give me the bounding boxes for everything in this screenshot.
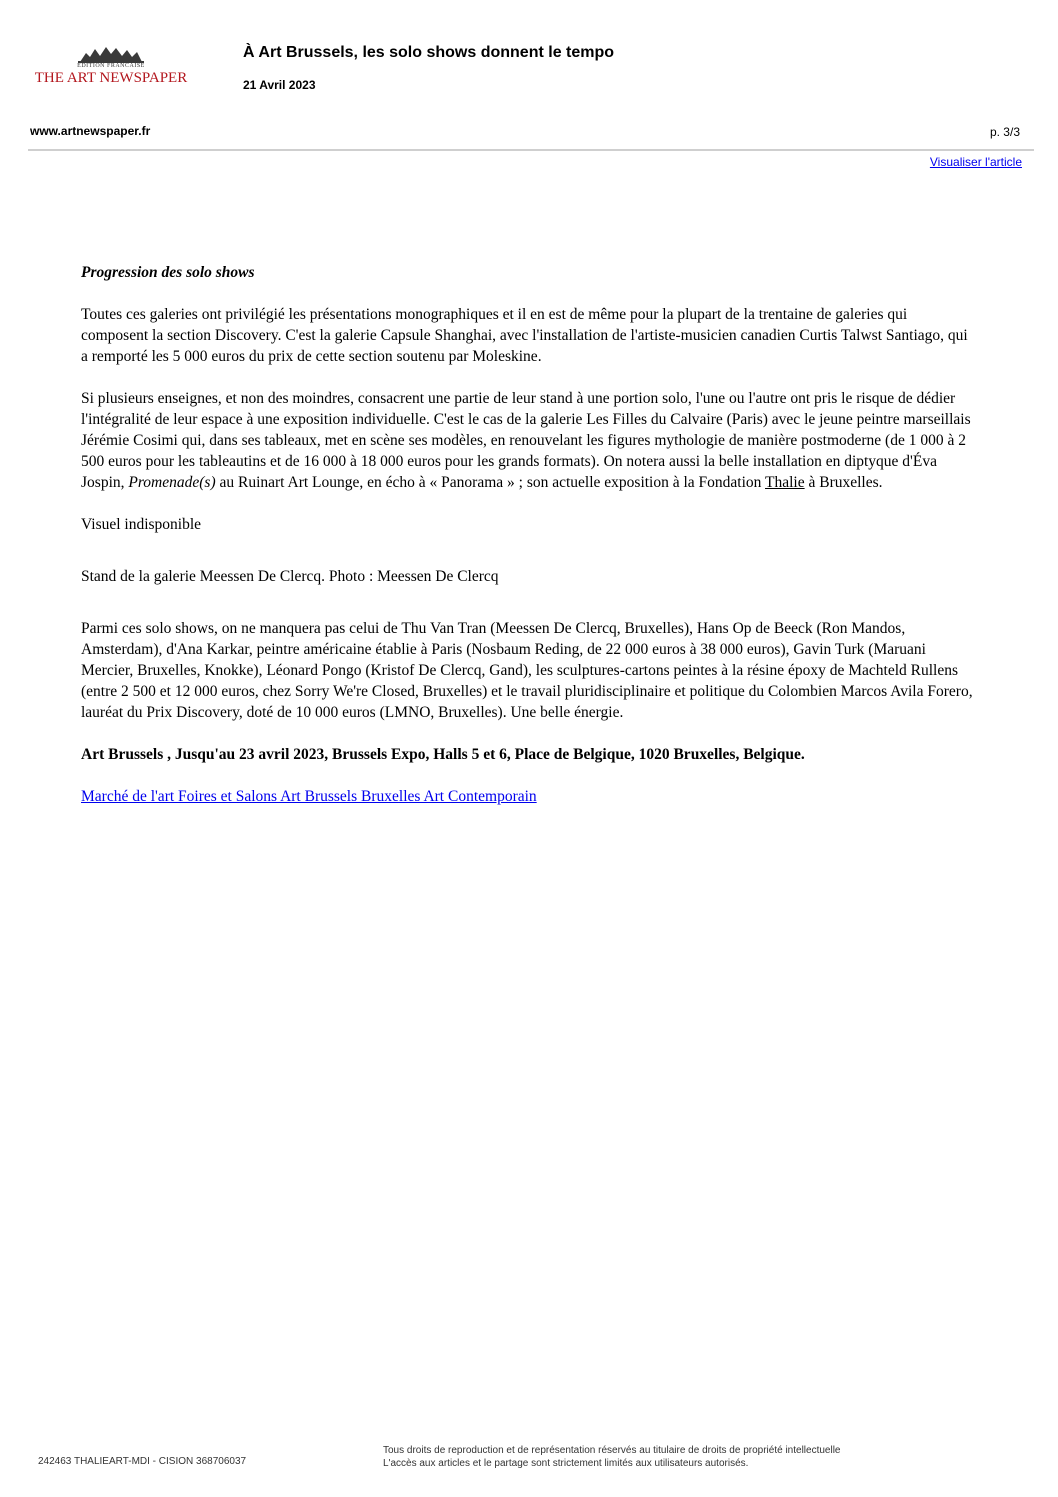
- logo-publication-name: THE ART NEWSPAPER: [34, 70, 188, 86]
- paragraph-text: à Bruxelles.: [804, 474, 883, 491]
- article-body: [81, 262, 977, 828]
- publication-logo: [30, 44, 192, 86]
- newspaper-emblem-icon: [76, 44, 146, 64]
- page-number: p. 3/3: [989, 125, 1020, 139]
- header-divider: [28, 149, 1034, 151]
- image-placeholder: Visuel indisponible: [81, 516, 202, 533]
- paragraph-text: Si plusieurs enseignes, et non des moindres, consacrent une partie de leur stand à une portion solo, l'une ou l'autre ont pris le risque de dédier l'intégralité de leur espace à une exposition individuelle. C'est le cas de la galerie Les Filles du Calvaire (Paris) avec le jeune peintre marseillais Jérémie Cosimi qui, dans ses tableaux, met en scène ses modèles, en renouvelant les figures mythologie de manière postmoderne (de 1 000 à 2 500 euros pour les tableautins et de 16 000 à 18 000 euros pour les grands formats). On notera aussi la belle installation en diptyque d'Éva Jospin,: [81, 390, 971, 491]
- source-url: www.artnewspaper.fr: [30, 124, 151, 138]
- footer-reference: 242463 THALIEART-MDI - CISION 368706037: [38, 1456, 247, 1467]
- event-info: Art Brussels , Jusqu'au 23 avril 2023, Brussels Expo, Halls 5 et 6, Place de Belgique, 1020 Bruxelles, Belgique.: [81, 746, 805, 763]
- tags-link[interactable]: Marché de l'art Foires et Salons Art Brussels Bruxelles Art Contemporain: [81, 788, 537, 805]
- view-article-link[interactable]: Visualiser l'article: [929, 155, 1022, 169]
- image-caption: Stand de la galerie Meessen De Clercq. Photo : Meessen De Clercq: [81, 568, 499, 585]
- rights-line: L'accès aux articles et le partage sont strictement limités aux utilisateurs autorisés.: [383, 1458, 749, 1469]
- rights-line: Tous droits de reproduction et de représentation réservés au titulaire de droits de propriété intellectuelle: [383, 1445, 841, 1456]
- paragraph-solo-shows-list: Parmi ces solo shows, on ne manquera pas celui de Thu Van Tran (Meessen De Clercq, Bruxelles), Hans Op de Beeck (Ron Mandos, Amsterdam), d'Ana Karkar, peintre américaine établie à Paris (Nosbaum Reding, de 22 000 euros à 38 000 euros), Gavin Turk (Maruani Mercier, Bruxelles, Knokke), Léonard Pongo (Kristof De Clercq, Gand), les sculptures-cartons peintes à la résine époxy de Machteld Rullens (entre 2 500 et 12 000 euros, chez Sorry We're Closed, Bruxelles) et le travail pluridisciplinaire et politique du Colombien Marcos Avila Forero, lauréat du Prix Discovery, doté de 10 000 euros (LMNO, Bruxelles). Une belle énergie.: [81, 620, 973, 721]
- section-title: Progression des solo shows: [81, 264, 255, 281]
- paragraph-solo-stands: [81, 388, 977, 493]
- paragraph-text: au Ruinart Art Lounge, en écho à « Panorama » ; son actuelle exposition à la Fondation: [215, 474, 766, 491]
- article-headline: À Art Brussels, les solo shows donnent le tempo: [243, 44, 615, 61]
- tags-paragraph: [81, 786, 977, 807]
- artwork-title: Promenade(s): [128, 474, 216, 491]
- article-date: 21 Avril 2023: [243, 78, 316, 92]
- paragraph-discovery: Toutes ces galeries ont privilégié les présentations monographiques et il en est de même pour la plupart de la trentaine de galeries qui composent la section Discovery. C'est la galerie Capsule Shanghai, avec l'installation de l'artiste-musicien canadien Curtis Talwst Santiago, qui a remporté les 5 000 euros du prix de cette section soutenu par Moleskine.: [81, 306, 968, 365]
- fondation-thalie-link[interactable]: Thalie: [765, 474, 805, 491]
- logo-edition-label: EDITION FRANCAISE: [77, 63, 145, 69]
- footer-rights-notice: [383, 1444, 841, 1470]
